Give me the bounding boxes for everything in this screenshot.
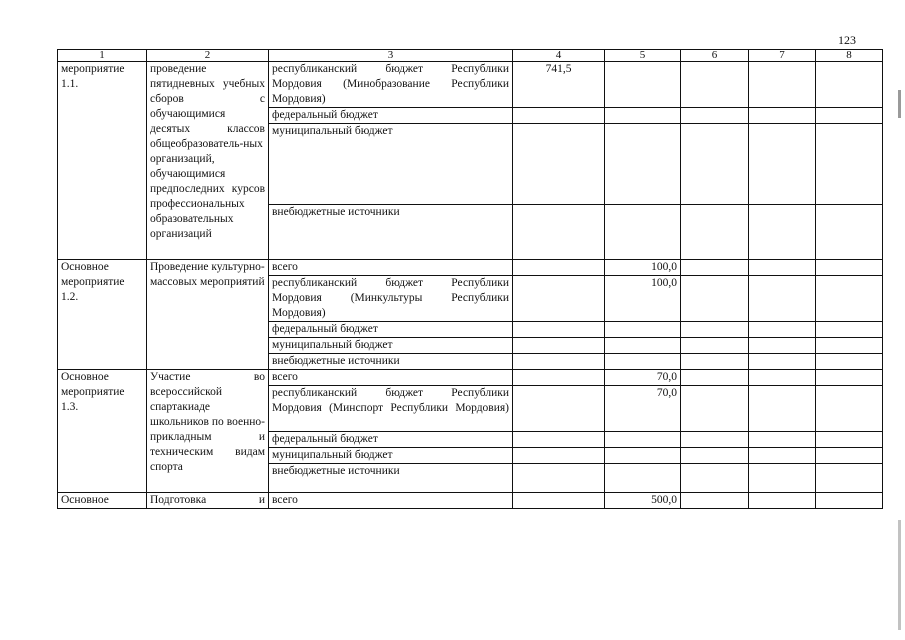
funding-source: республиканский бюджет Республики Мордовия (Минспорт Республики Мордовия)	[269, 386, 513, 432]
value-col5: 100,0	[605, 260, 681, 276]
value-col7	[749, 386, 816, 432]
activity-description: Подготовка и	[147, 493, 269, 509]
funding-source: внебюджетные источники	[269, 205, 513, 260]
value-col7	[749, 493, 816, 509]
value-col5: 500,0	[605, 493, 681, 509]
value-col8	[816, 432, 883, 448]
value-col8	[816, 124, 883, 205]
value-col4	[513, 205, 605, 260]
value-col8	[816, 205, 883, 260]
value-col7	[749, 464, 816, 493]
activity-description: проведение пятидневных учебных сборов с обучающимися десятых классов общеобразователь-ных организаций, обучающимися предпоследних курсов профессиональных образовательных организаций	[147, 62, 269, 260]
budget-table	[57, 49, 883, 509]
funding-source: муниципальный бюджет	[269, 338, 513, 354]
table-row	[58, 493, 883, 509]
column-header: 8	[816, 50, 883, 62]
value-col7	[749, 448, 816, 464]
column-header: 5	[605, 50, 681, 62]
scan-mark	[898, 90, 901, 118]
value-col4	[513, 322, 605, 338]
value-col4	[513, 493, 605, 509]
table-row	[58, 260, 883, 276]
value-col8	[816, 108, 883, 124]
value-col5	[605, 108, 681, 124]
value-col4	[513, 124, 605, 205]
value-col8	[816, 260, 883, 276]
funding-source: всего	[269, 370, 513, 386]
value-col6	[681, 276, 749, 322]
value-col8	[816, 448, 883, 464]
value-col7	[749, 370, 816, 386]
funding-source: всего	[269, 260, 513, 276]
value-col4	[513, 260, 605, 276]
activity-description: Проведение культурно-массовых мероприятий	[147, 260, 269, 370]
column-header: 6	[681, 50, 749, 62]
column-header: 7	[749, 50, 816, 62]
value-col6	[681, 338, 749, 354]
value-col7	[749, 338, 816, 354]
scan-mark	[898, 520, 901, 630]
value-col7	[749, 205, 816, 260]
table-row	[58, 370, 883, 386]
value-col6	[681, 448, 749, 464]
activity-description: Участие во всероссийской спартакиаде школьников по военно-прикладным и техническим видам спорта	[147, 370, 269, 493]
value-col6	[681, 260, 749, 276]
value-col8	[816, 370, 883, 386]
table-row	[58, 62, 883, 108]
value-col5	[605, 322, 681, 338]
value-col7	[749, 108, 816, 124]
value-col6	[681, 62, 749, 108]
column-header: 3	[269, 50, 513, 62]
value-col5: 100,0	[605, 276, 681, 322]
value-col7	[749, 62, 816, 108]
value-col6	[681, 108, 749, 124]
value-col6	[681, 354, 749, 370]
value-col7	[749, 322, 816, 338]
activity-code: мероприятие 1.1.	[58, 62, 147, 260]
value-col5	[605, 464, 681, 493]
value-col4	[513, 464, 605, 493]
value-col6	[681, 432, 749, 448]
page-number: 123	[838, 33, 856, 47]
value-col5	[605, 62, 681, 108]
value-col5	[605, 448, 681, 464]
value-col8	[816, 322, 883, 338]
funding-source: внебюджетные источники	[269, 464, 513, 493]
funding-source: федеральный бюджет	[269, 108, 513, 124]
value-col5	[605, 205, 681, 260]
funding-source: федеральный бюджет	[269, 432, 513, 448]
value-col4	[513, 354, 605, 370]
funding-source: федеральный бюджет	[269, 322, 513, 338]
funding-source: всего	[269, 493, 513, 509]
value-col4	[513, 370, 605, 386]
value-col7	[749, 124, 816, 205]
value-col4	[513, 276, 605, 322]
column-header: 4	[513, 50, 605, 62]
value-col8	[816, 386, 883, 432]
value-col8	[816, 354, 883, 370]
value-col4	[513, 386, 605, 432]
value-col8	[816, 62, 883, 108]
activity-code: Основное мероприятие 1.2.	[58, 260, 147, 370]
value-col7	[749, 432, 816, 448]
value-col5: 70,0	[605, 386, 681, 432]
value-col8	[816, 493, 883, 509]
activity-code: Основное	[58, 493, 147, 509]
value-col6	[681, 386, 749, 432]
value-col5: 70,0	[605, 370, 681, 386]
value-col5	[605, 354, 681, 370]
column-header-row	[58, 50, 883, 62]
value-col7	[749, 276, 816, 322]
funding-source: республиканский бюджет Республики Мордовия (Минкультуры Республики Мордовия)	[269, 276, 513, 322]
value-col4	[513, 108, 605, 124]
funding-source: внебюджетные источники	[269, 354, 513, 370]
value-col6	[681, 464, 749, 493]
value-col5	[605, 432, 681, 448]
value-col5	[605, 338, 681, 354]
value-col6	[681, 205, 749, 260]
column-header: 1	[58, 50, 147, 62]
value-col4	[513, 338, 605, 354]
value-col6	[681, 493, 749, 509]
value-col7	[749, 354, 816, 370]
value-col6	[681, 370, 749, 386]
value-col5	[605, 124, 681, 205]
value-col6	[681, 124, 749, 205]
value-col7	[749, 260, 816, 276]
funding-source: республиканский бюджет Республики Мордовия (Минобразование Республики Мордовия)	[269, 62, 513, 108]
activity-code: Основное мероприятие 1.3.	[58, 370, 147, 493]
funding-source: муниципальный бюджет	[269, 124, 513, 205]
funding-source: муниципальный бюджет	[269, 448, 513, 464]
value-col8	[816, 464, 883, 493]
column-header: 2	[147, 50, 269, 62]
value-col8	[816, 338, 883, 354]
value-col4	[513, 432, 605, 448]
value-col4	[513, 448, 605, 464]
value-col6	[681, 322, 749, 338]
value-col8	[816, 276, 883, 322]
value-col4: 741,5	[513, 62, 605, 108]
